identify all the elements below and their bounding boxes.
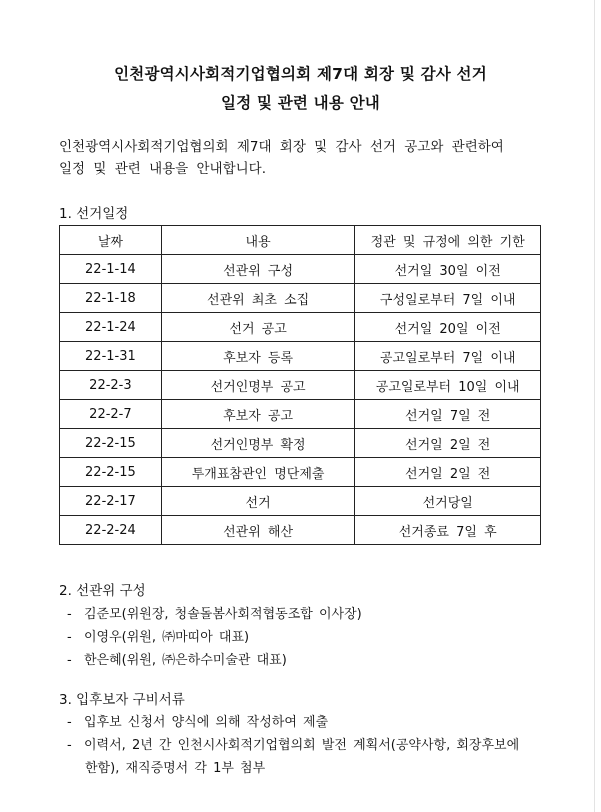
cell-date: 22-2-15	[60, 458, 162, 487]
cell-content: 후보자 공고	[161, 400, 355, 429]
section-committee-title: 2. 선관위 구성	[59, 583, 146, 599]
section-schedule-title: 1. 선거일정	[59, 206, 129, 222]
document-subtitle: 일정 및 관련 내용 안내	[221, 94, 380, 112]
committee-member-item	[67, 626, 249, 645]
cell-date: 22-1-18	[60, 284, 162, 313]
dash-bullet: -	[67, 607, 72, 622]
cell-content: 선거	[161, 487, 355, 516]
section-documents-title: 3. 입후보자 구비서류	[59, 692, 185, 708]
cell-deadline: 선거종료 7일 후	[355, 516, 541, 545]
dash-bullet: -	[67, 738, 72, 753]
dash-bullet: -	[67, 630, 72, 645]
header-date: 날짜	[60, 226, 162, 255]
table-row	[60, 516, 541, 545]
cell-deadline: 선거일 2일 전	[355, 429, 541, 458]
table-row	[60, 458, 541, 487]
committee-member-item	[67, 603, 362, 622]
cell-date: 22-1-31	[60, 342, 162, 371]
page-edge	[594, 0, 595, 812]
cell-deadline: 선거일 30일 이전	[355, 255, 541, 284]
cell-content: 선관위 최초 소집	[161, 284, 355, 313]
cell-content: 투개표참관인 명단제출	[161, 458, 355, 487]
header-content: 내용	[161, 226, 355, 255]
dash-bullet: -	[67, 653, 72, 668]
intro-text-line2: 일정 및 관련 내용을 안내합니다.	[59, 161, 266, 177]
table-row	[60, 313, 541, 342]
intro-text-line1: 인천광역시사회적기업협의회 제7대 회장 및 감사 선거 공고와 관련하여	[59, 139, 504, 155]
table-header-row	[60, 226, 541, 255]
header-deadline: 정관 및 규정에 의한 기한	[355, 226, 541, 255]
committee-member-text: 이영우(위원, ㈜마띠아 대표)	[84, 630, 250, 645]
table-row	[60, 429, 541, 458]
cell-content: 선거인명부 공고	[161, 371, 355, 400]
cell-deadline: 선거일 7일 전	[355, 400, 541, 429]
cell-content: 후보자 등록	[161, 342, 355, 371]
document-requirement-continuation: 한함), 재직증명서 각 1부 첨부	[85, 761, 266, 776]
cell-content: 선거인명부 확정	[161, 429, 355, 458]
table-row	[60, 487, 541, 516]
cell-date: 22-2-7	[60, 400, 162, 429]
table-row	[60, 342, 541, 371]
committee-member-text: 김준모(위원장, 청솔돌봄사회적협동조합 이사장)	[84, 607, 362, 622]
cell-content: 선관위 구성	[161, 255, 355, 284]
cell-date: 22-2-15	[60, 429, 162, 458]
cell-date: 22-1-14	[60, 255, 162, 284]
document-requirement-item	[67, 711, 328, 730]
cell-date: 22-2-24	[60, 516, 162, 545]
cell-date: 22-2-17	[60, 487, 162, 516]
document-title: 인천광역시사회적기업협의회 제7대 회장 및 감사 선거	[114, 65, 487, 83]
cell-content: 선거 공고	[161, 313, 355, 342]
cell-deadline: 구성일로부터 7일 이내	[355, 284, 541, 313]
table-row	[60, 400, 541, 429]
cell-date: 22-1-24	[60, 313, 162, 342]
table-row	[60, 255, 541, 284]
cell-deadline: 공고일로부터 7일 이내	[355, 342, 541, 371]
document-requirement-text: 이력서, 2년 간 인천시사회적기업협의회 발전 계획서(공약사항, 회장후보에	[84, 738, 520, 753]
cell-date: 22-2-3	[60, 371, 162, 400]
document-requirement-text: 입후보 신청서 양식에 의해 작성하여 제출	[84, 715, 329, 730]
cell-deadline: 공고일로부터 10일 이내	[355, 371, 541, 400]
cell-content: 선관위 해산	[161, 516, 355, 545]
committee-member-item	[67, 649, 287, 668]
dash-bullet: -	[67, 715, 72, 730]
cell-deadline: 선거당일	[355, 487, 541, 516]
table-row	[60, 284, 541, 313]
schedule-table	[59, 225, 541, 545]
document-requirement-item	[67, 734, 519, 753]
table-row	[60, 371, 541, 400]
cell-deadline: 선거일 2일 전	[355, 458, 541, 487]
cell-deadline: 선거일 20일 이전	[355, 313, 541, 342]
committee-member-text: 한은혜(위원, ㈜은하수미술관 대표)	[84, 653, 287, 668]
